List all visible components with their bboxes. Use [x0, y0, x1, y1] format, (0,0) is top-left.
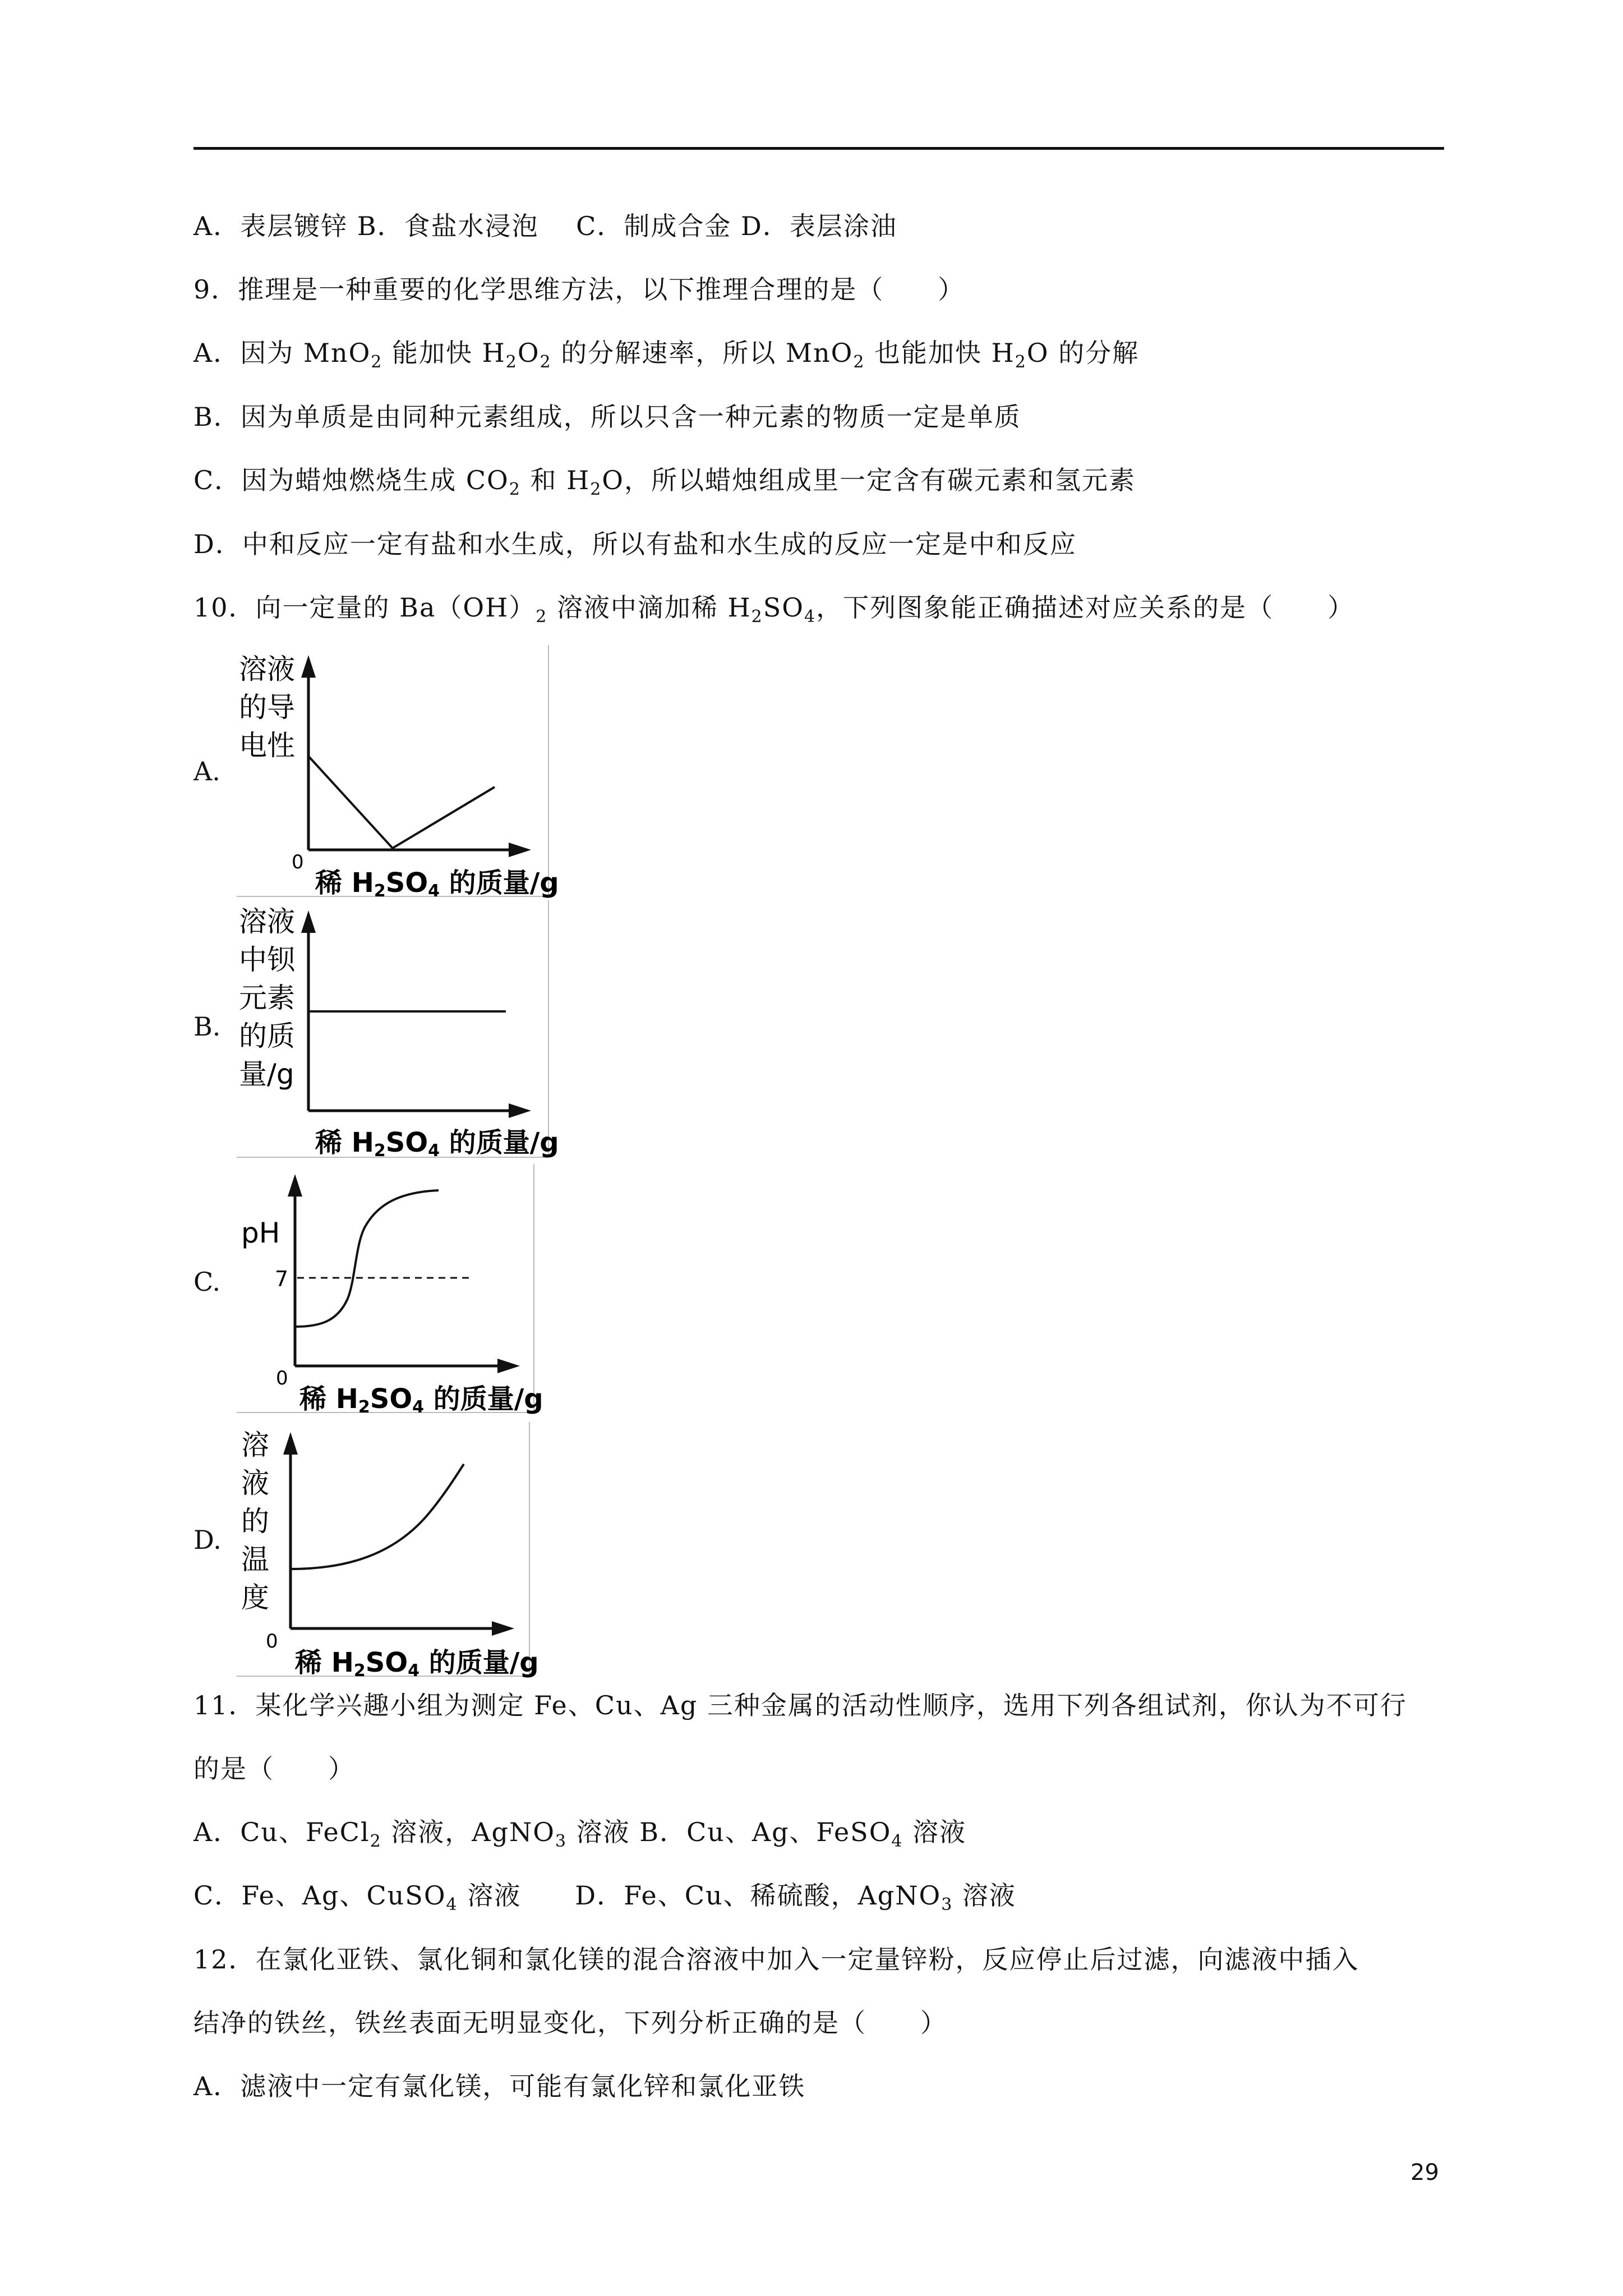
graph-d-y-arrow	[283, 1432, 298, 1455]
q10-graph-d	[237, 1422, 539, 1681]
graph-b-ylabel-line1: 溶液	[239, 905, 295, 938]
graph-b-x-arrow	[509, 1103, 531, 1118]
graph-c-tick-7: 7	[275, 1267, 289, 1291]
graph-a-x-arrow	[509, 843, 531, 857]
graph-a-y-arrow	[301, 655, 316, 678]
graph-d-ylabel-line3: 的	[241, 1505, 269, 1538]
q11-options-ab: A．Cu、FeCl$_2$ 溶液，AgNO$_3$ 溶液 B．Cu、Ag、FeSO$_4$ 溶液	[193, 1817, 967, 1851]
q10-option-b-label: B.	[193, 1011, 221, 1042]
graph-b-y-arrow	[301, 910, 316, 933]
q9-stem: 9．推理是一种重要的化学思维方法，以下推理合理的是（ ）	[193, 274, 965, 305]
graph-c-xlabel: 稀 H2SO4 的质量/g	[299, 1383, 543, 1417]
graph-d-ylabel-line1: 溶	[241, 1429, 269, 1461]
q11-options-cd: C．Fe、Ag、CuSO$_4$ 溶液 D．Fe、Cu、稀硫酸，AgNO$_3$ 溶液	[193, 1880, 1016, 1915]
q10-option-d-label: D.	[193, 1525, 222, 1555]
q10-stem: 10．向一定量的 $Ba(OH)_2$ 溶液中滴加稀 $H_2SO_4$，下列图象能正确描述对应关系的是（ ）	[193, 592, 1355, 627]
graph-d-ylabel-line2: 液	[241, 1467, 269, 1499]
q10-graph-c	[237, 1164, 543, 1417]
graph-b-ylabel-line5: 量/g	[239, 1058, 294, 1091]
q12-stem-line1: 12．在氯化亚铁、氯化铜和氯化镁的混合溶液中加入一定量锌粉，反应停止后过滤，向滤液中插入	[193, 1944, 1359, 1975]
graph-a-ylabel-line1: 溶液	[239, 653, 295, 685]
graph-c-x-arrow	[497, 1359, 520, 1373]
q10-graph-a	[237, 645, 559, 901]
graph-b-ylabel-line2: 中钡	[239, 944, 295, 976]
graph-d-curve	[291, 1464, 464, 1569]
graph-c-ylabel: pH	[241, 1217, 280, 1249]
graph-c-y-arrow	[288, 1174, 302, 1197]
graph-b-xlabel: 稀 H2SO4 的质量/g	[315, 1127, 559, 1161]
graph-d-ylabel-line4: 温	[241, 1543, 269, 1576]
graph-d-ylabel-line5: 度	[241, 1581, 269, 1614]
graph-a-ylabel-line3: 电性	[239, 729, 295, 762]
page-number: 29	[1410, 2160, 1439, 2185]
q12-stem-line2: 结净的铁丝，铁丝表面无明显变化，下列分析正确的是（ ）	[193, 2008, 947, 2038]
q9-option-a: A．因为 MnO$_2$ 能加快 $H_2O_2$ 的分解速率，所以 MnO$_2$ 也能加快 $H_2O$ 的分解	[193, 338, 1140, 372]
graph-d-x-arrow	[492, 1621, 514, 1636]
graph-a-xlabel: 稀 H2SO4 的质量/g	[315, 867, 559, 901]
q8-options: A．表层镀锌 B．食盐水浸泡 C．制成合金 D．表层涂油	[193, 211, 897, 241]
q9-option-c: C．因为蜡烛燃烧生成 $CO_2$ 和 $H_2O$，所以蜡烛组成里一定含有碳元素和氢元素	[193, 465, 1136, 499]
graph-a-origin: 0	[292, 851, 304, 873]
q10-option-c-label: C.	[193, 1267, 221, 1297]
graph-a-ylabel-line2: 的导	[239, 691, 295, 724]
graph-c-origin: 0	[276, 1367, 288, 1389]
q12-option-a: A．滤液中一定有氯化镁，可能有氯化锌和氯化亚铁	[193, 2071, 806, 2101]
q10-graph-b	[237, 900, 559, 1161]
header-rule	[193, 147, 1444, 150]
graph-a-curve	[308, 756, 495, 848]
graph-b-ylabel-line4: 的质	[239, 1020, 295, 1052]
graph-d-xlabel: 稀 H2SO4 的质量/g	[295, 1647, 539, 1681]
graph-c-curve	[295, 1190, 439, 1327]
q10-option-a-label: A.	[193, 756, 220, 786]
graph-d-origin: 0	[266, 1630, 278, 1653]
graph-b-ylabel-line3: 元素	[239, 982, 295, 1014]
q9-option-b: B．因为单质是由同种元素组成，所以只含一种元素的物质一定是单质	[193, 402, 1021, 432]
q11-stem-line1: 11．某化学兴趣小组为测定 Fe、Cu、Ag 三种金属的活动性顺序，选用下列各组试剂，你认为不可行	[193, 1690, 1407, 1720]
q9-option-d: D．中和反应一定有盐和水生成，所以有盐和水生成的反应一定是中和反应	[193, 529, 1077, 559]
q11-stem-line2: 的是（ ）	[193, 1754, 355, 1784]
